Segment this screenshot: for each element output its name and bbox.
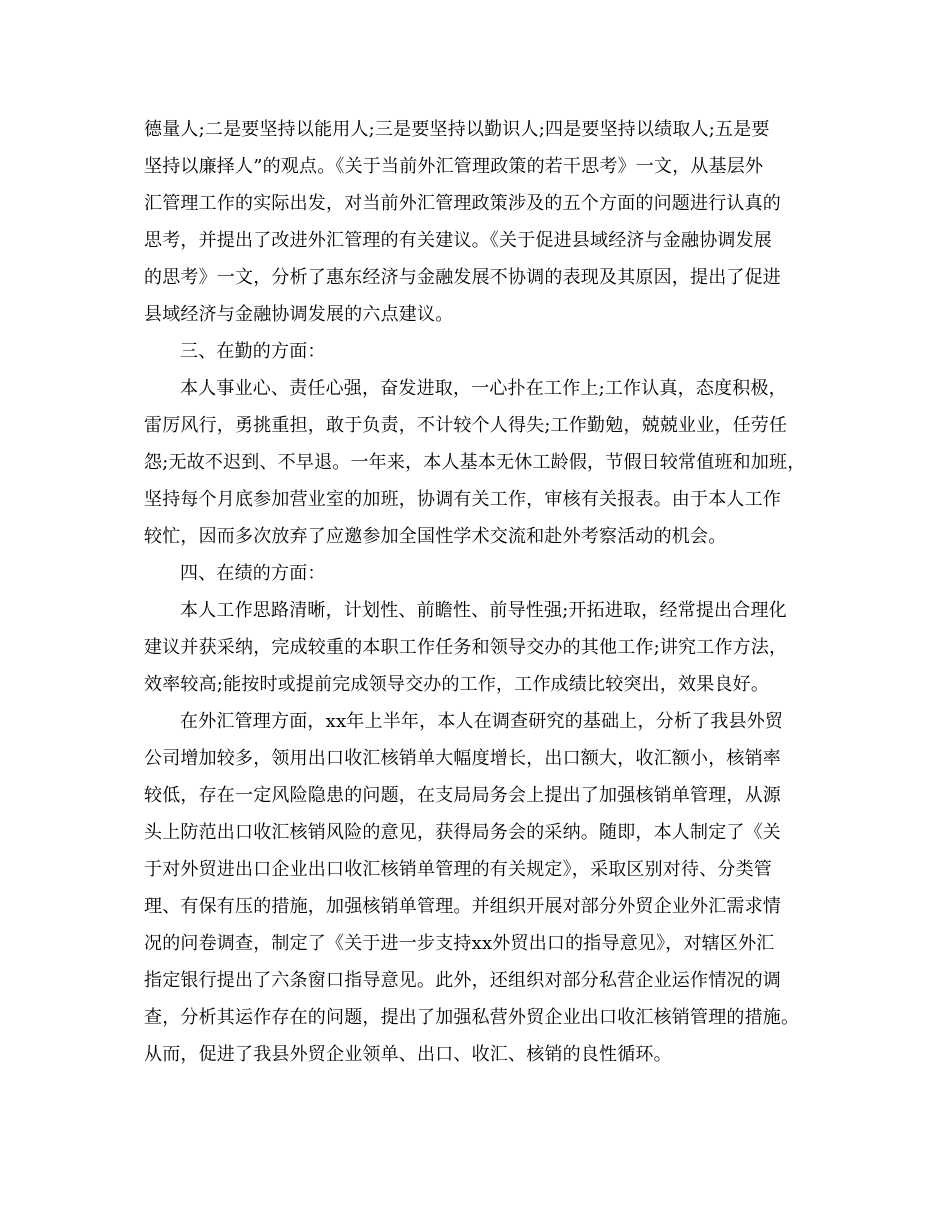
text-line: 在外汇管理方面，xx年上半年，本人在调查研究的基础上，分析了我县外贸 bbox=[180, 711, 784, 732]
text-line: 效率较高;能按时或提前完成领导交办的工作，工作成绩比较突出，效果良好。 bbox=[144, 674, 770, 695]
text-line: 较忙，因而多次放弃了应邀参加全国性学术交流和赴外考察活动的机会。 bbox=[144, 526, 727, 547]
text-line: 头上防范出口收汇核销风险的意见，获得局务会的采纳。随即，本人制定了《关 bbox=[144, 822, 781, 843]
section-heading: 四、在绩的方面： bbox=[180, 563, 326, 584]
text-line: 建议并获采纳，完成较重的本职工作任务和领导交办的其他工作;讲究工作方法， bbox=[144, 637, 788, 658]
text-line: 本人工作思路清晰，计划性、前瞻性、前导性强;开拓进取，经常提出合理化 bbox=[180, 600, 787, 621]
text-line: 理、有保有压的措施，加强核销单管理。并组织开展对部分外贸企业外汇需求情 bbox=[144, 896, 781, 917]
section-heading: 三、在勤的方面： bbox=[180, 341, 326, 362]
text-line: 查，分析其运作存在的问题，提出了加强私营外贸企业出口收汇核销管理的措施。 bbox=[144, 1007, 800, 1028]
text-line: 从而，促进了我县外贸企业领单、出口、收汇、核销的良性循环。 bbox=[144, 1044, 672, 1065]
text-line: 坚持每个月底参加营业室的加班，协调有关工作，审核有关报表。由于本人工作 bbox=[144, 489, 781, 510]
text-line: 怨;无故不迟到、不早退。一年来，本人基本无休工龄假，节假日较常值班和加班， bbox=[144, 452, 806, 473]
text-line: 德量人;二是要坚持以能用人;三是要坚持以勤识人;四是要坚持以绩取人;五是要 bbox=[144, 119, 770, 140]
text-line: 较低，存在一定风险隐患的问题，在支局局务会上提出了加强核销单管理，从源 bbox=[144, 785, 781, 806]
text-line: 县域经济与金融协调发展的六点建议。 bbox=[144, 304, 454, 325]
text-line: 况的问卷调查，制定了《关于进一步支持xx外贸出口的指导意见》，对辖区外汇 bbox=[144, 933, 775, 954]
text-line: 本人事业心、责任心强，奋发进取，一心扑在工作上;工作认真，态度积极， bbox=[180, 378, 787, 399]
text-line: 公司增加较多，领用出口收汇核销单大幅度增长，出口额大，收汇额小，核销率 bbox=[144, 748, 781, 769]
text-line: 汇管理工作的实际出发，对当前外汇管理政策涉及的五个方面的问题进行认真的 bbox=[144, 193, 781, 214]
text-line: 坚持以廉择人”的观点。《关于当前外汇管理政策的若干思考》一文，从基层外 bbox=[144, 156, 764, 177]
text-line: 指定银行提出了六条窗口指导意见。此外，还组织对部分私营企业运作情况的调 bbox=[144, 970, 781, 991]
text-line: 的思考》一文，分析了惠东经济与金融发展不协调的表现及其原因，提出了促进 bbox=[144, 267, 781, 288]
text-line: 雷厉风行，勇挑重担，敢于负责，不计较个人得失;工作勤勉，兢兢业业，任劳任 bbox=[144, 415, 788, 436]
text-line: 于对外贸进出口企业出口收汇核销单管理的有关规定》，采取区别对待、分类管 bbox=[144, 859, 772, 880]
text-line: 思考，并提出了改进外汇管理的有关建议。《关于促进县域经济与金融协调发展 bbox=[144, 230, 772, 251]
